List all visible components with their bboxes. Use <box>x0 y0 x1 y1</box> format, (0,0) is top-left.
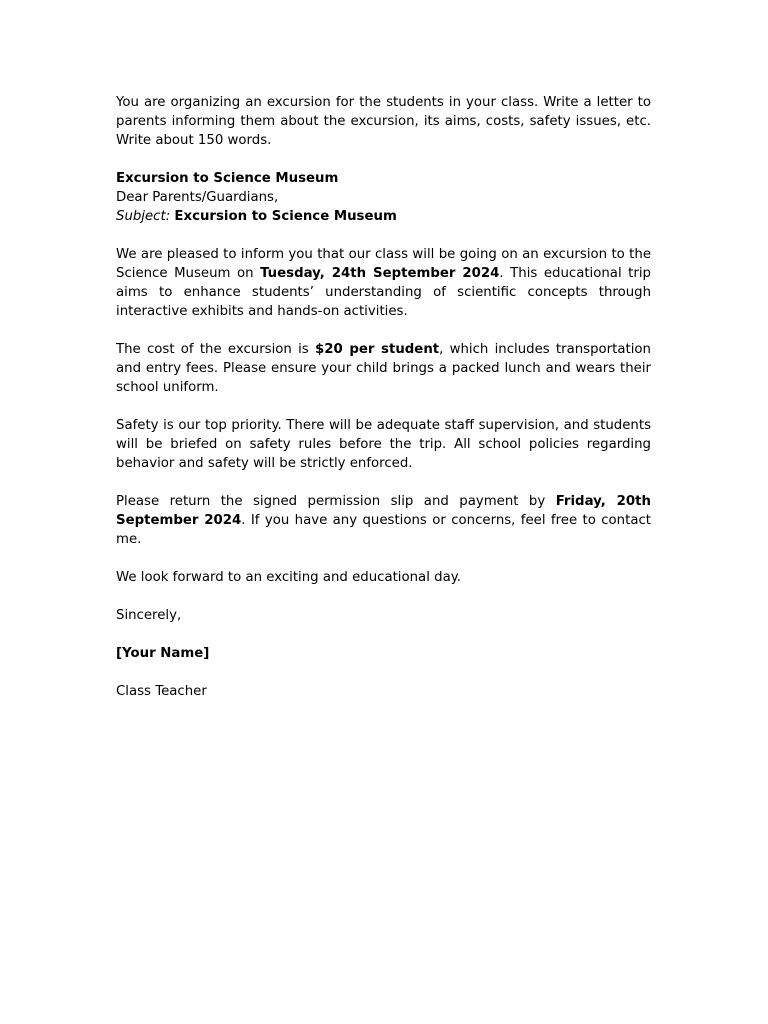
paragraph-safety: Safety is our top priority. There will be adequate staff supervision, and students will be briefed on safety rules before the trip. All school policies regarding behavior and safety will be strictly enforced. <box>116 418 651 471</box>
paragraph-intro: We are pleased to inform you that our class will be going on an excursion to the Science Museum on Tuesday, 24th September 2024. This educational trip aims to enhance students’ understanding of scientific concepts through interactive exhibits and hands-on activities. <box>116 247 651 319</box>
document-page <box>116 93 651 701</box>
letter-greeting: Dear Parents/Guardians, <box>116 190 279 205</box>
paragraph-cost: The cost of the excursion is $20 per student, which includes transportation and entry fees. Please ensure your child brings a packed lunch and wears their school uniform. <box>116 342 651 395</box>
signature-role: Class Teacher <box>116 684 207 699</box>
letter-title-text: Excursion to Science Museum <box>116 171 339 186</box>
excursion-date: Tuesday, 24th September 2024 <box>260 266 500 281</box>
closing: Sincerely, <box>116 608 182 623</box>
deadline-date: Friday, 20th September 2024 <box>116 494 651 528</box>
subject-label: Subject: <box>116 209 171 224</box>
cost-amount: $20 per student <box>314 342 440 357</box>
signature-name: [Your Name] <box>116 646 210 661</box>
letter-title <box>116 169 651 188</box>
letter-subject <box>116 207 651 226</box>
paragraph-deadline: Please return the signed permission slip and payment by Friday, 20th September 2024. If you have any questions or concerns, feel free to contact me. <box>116 494 651 547</box>
paragraph-closing-line: We look forward to an exciting and educational day. <box>116 570 461 585</box>
task-prompt: You are organizing an excursion for the students in your class. Write a letter to parents informing them about the excursion, its aims, costs, safety issues, etc. Write about 150 words. <box>116 95 651 148</box>
subject-text: Excursion to Science Museum <box>174 209 397 224</box>
